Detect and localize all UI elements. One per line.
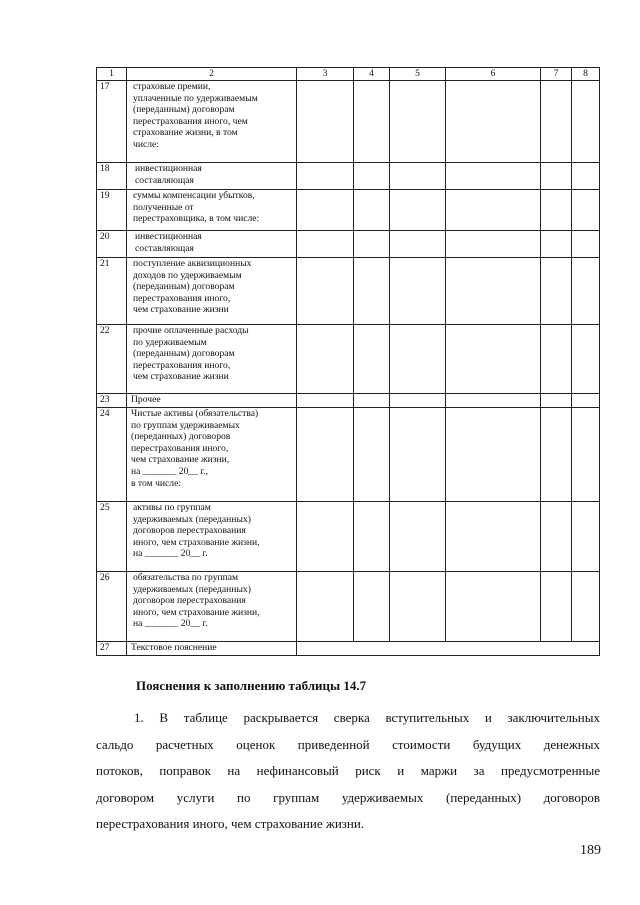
row-description: инвестиционная составляющая (127, 231, 297, 258)
row-number: 18 (97, 163, 127, 190)
page-number: 189 (580, 843, 601, 858)
value-cell[interactable] (572, 81, 600, 163)
row-number: 27 (97, 642, 127, 656)
value-cell[interactable] (390, 258, 446, 325)
value-cell[interactable] (390, 408, 446, 502)
value-cell[interactable] (541, 394, 572, 408)
value-cell[interactable] (446, 572, 541, 642)
row-description: Текстовое пояснение (127, 642, 297, 656)
row-number: 26 (97, 572, 127, 642)
value-cell[interactable] (572, 502, 600, 572)
section-heading: Пояснения к заполнению таблицы 14.7 (136, 678, 367, 693)
value-cell[interactable] (446, 258, 541, 325)
row-number: 25 (97, 502, 127, 572)
value-cell[interactable] (390, 572, 446, 642)
row-number: 22 (97, 325, 127, 394)
table-row (97, 572, 600, 642)
value-cell[interactable] (541, 163, 572, 190)
value-cell[interactable] (446, 325, 541, 394)
value-cell[interactable] (446, 231, 541, 258)
value-cell[interactable] (297, 190, 354, 231)
value-cell[interactable] (354, 163, 390, 190)
value-cell[interactable] (354, 572, 390, 642)
row-description: прочие оплаченные расходы по удерживаемым (переданным) договорам перестрахования иного, чем страхование жизни (127, 325, 297, 394)
row-description: страховые премии, уплаченные по удерживаемым (переданным) договорам перестрахования иного, чем страхование жизни, в том числе: (127, 81, 297, 163)
header-cell: 5 (390, 68, 446, 81)
table-row (97, 163, 600, 190)
value-cell[interactable] (446, 163, 541, 190)
value-cell[interactable] (297, 163, 354, 190)
value-cell[interactable] (541, 258, 572, 325)
row-number: 19 (97, 190, 127, 231)
text-explanation-cell[interactable] (297, 642, 600, 656)
value-cell[interactable] (572, 408, 600, 502)
value-cell[interactable] (446, 408, 541, 502)
row-number: 23 (97, 394, 127, 408)
value-cell[interactable] (297, 81, 354, 163)
value-cell[interactable] (572, 231, 600, 258)
value-cell[interactable] (297, 502, 354, 572)
value-cell[interactable] (541, 231, 572, 258)
row-description: суммы компенсации убытков, полученные от перестраховщика, в том числе: (127, 190, 297, 231)
table-header-row (97, 68, 600, 81)
header-cell: 4 (354, 68, 390, 81)
value-cell[interactable] (297, 231, 354, 258)
table-row (97, 642, 600, 656)
row-description: обязательства по группам удерживаемых (переданных) договоров перестрахования иного, чем страхование жизни, на _______ 20__ г. (127, 572, 297, 642)
value-cell[interactable] (572, 190, 600, 231)
table-row (97, 81, 600, 163)
row-number: 20 (97, 231, 127, 258)
paragraph-line: перестрахования иного, чем страхование жизни. (96, 816, 365, 831)
value-cell[interactable] (390, 231, 446, 258)
row-number: 21 (97, 258, 127, 325)
value-cell[interactable] (446, 394, 541, 408)
header-cell: 7 (541, 68, 572, 81)
value-cell[interactable] (572, 258, 600, 325)
value-cell[interactable] (541, 81, 572, 163)
header-cell: 2 (127, 68, 297, 81)
value-cell[interactable] (541, 408, 572, 502)
value-cell[interactable] (572, 394, 600, 408)
paragraph-line: 1. В таблице раскрывается сверка вступительных и заключительных (134, 710, 600, 725)
value-cell[interactable] (390, 502, 446, 572)
header-cell: 1 (97, 68, 127, 81)
value-cell[interactable] (541, 572, 572, 642)
value-cell[interactable] (446, 190, 541, 231)
paragraph-line: договором услуги по группам удерживаемых (переданных) договоров (96, 789, 600, 805)
table-row (97, 258, 600, 325)
value-cell[interactable] (390, 325, 446, 394)
row-number: 24 (97, 408, 127, 502)
value-cell[interactable] (390, 190, 446, 231)
value-cell[interactable] (390, 81, 446, 163)
paragraph-line: сальдо расчетных оценок приведенной стоимости будущих денежных (96, 736, 600, 752)
header-cell: 6 (446, 68, 541, 81)
header-cell: 8 (572, 68, 600, 81)
row-description: Чистые активы (обязательства) по группам удерживаемых (переданных) договоров перестрахования иного, чем страхование жизни, на _______ 20__ г., в том числе: (127, 408, 297, 502)
value-cell[interactable] (354, 81, 390, 163)
table-row (97, 502, 600, 572)
row-number: 17 (97, 81, 127, 163)
value-cell[interactable] (541, 190, 572, 231)
value-cell[interactable] (354, 502, 390, 572)
value-cell[interactable] (572, 572, 600, 642)
value-cell[interactable] (297, 572, 354, 642)
value-cell[interactable] (354, 231, 390, 258)
value-cell[interactable] (297, 325, 354, 394)
row-description: активы по группам удерживаемых (переданных) договоров перестрахования иного, чем страхование жизни, на _______ 20__ г. (127, 502, 297, 572)
value-cell[interactable] (354, 190, 390, 231)
table-row (97, 408, 600, 502)
value-cell[interactable] (541, 502, 572, 572)
row-description: Прочее (127, 394, 297, 408)
value-cell[interactable] (297, 408, 354, 502)
value-cell[interactable] (446, 502, 541, 572)
table-row (97, 325, 600, 394)
table-row (97, 394, 600, 408)
row-description: поступление аквизиционных доходов по удерживаемым (переданным) договорам перестрахования иного, чем страхование жизни (127, 258, 297, 325)
explanation-paragraph (96, 705, 600, 838)
table-row (97, 190, 600, 231)
value-cell[interactable] (354, 408, 390, 502)
value-cell[interactable] (354, 325, 390, 394)
value-cell[interactable] (572, 163, 600, 190)
value-cell[interactable] (354, 394, 390, 408)
table-row (97, 231, 600, 258)
value-cell[interactable] (297, 394, 354, 408)
value-cell[interactable] (446, 81, 541, 163)
reconciliation-table (96, 67, 600, 656)
row-description: инвестиционная составляющая (127, 163, 297, 190)
value-cell[interactable] (572, 325, 600, 394)
value-cell[interactable] (297, 258, 354, 325)
value-cell[interactable] (390, 394, 446, 408)
paragraph-line: потоков, поправок на нефинансовый риск и маржи за предусмотренные (96, 763, 600, 778)
header-cell: 3 (297, 68, 354, 81)
value-cell[interactable] (541, 325, 572, 394)
value-cell[interactable] (390, 163, 446, 190)
value-cell[interactable] (354, 258, 390, 325)
